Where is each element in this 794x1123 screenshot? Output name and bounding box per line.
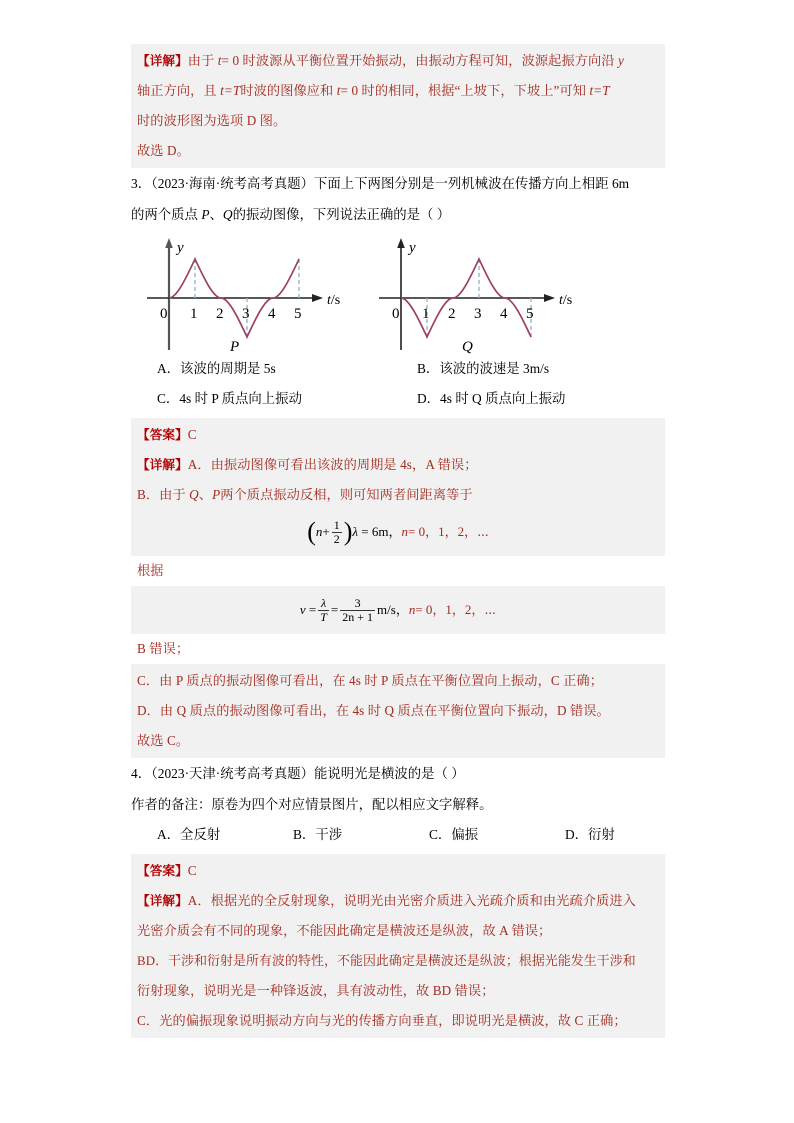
option-a[interactable]: A．全反射 xyxy=(157,827,221,842)
formula-equals: = 6m xyxy=(361,524,389,539)
chart-p-svg xyxy=(147,232,367,354)
option-a[interactable]: A．该波的周期是 5s xyxy=(157,361,276,376)
denominator: T xyxy=(320,609,327,624)
numerator: λ xyxy=(320,595,327,610)
option-d[interactable]: D．衍射 xyxy=(565,827,615,842)
chart-p xyxy=(147,232,367,359)
formula-comma: ， xyxy=(395,602,409,617)
question-3-stem-line-1 xyxy=(131,168,665,199)
question-source: ．（2023·海南·统考高考真题） xyxy=(137,176,314,191)
chart-q xyxy=(379,232,599,359)
question-4 xyxy=(131,758,665,820)
formula-equals-1: = xyxy=(308,602,317,617)
denominator: 2n + 1 xyxy=(342,609,374,624)
stem-sep: 、 xyxy=(209,207,223,222)
explanation-line: 时的波形图为选项 D 图。 xyxy=(137,113,287,128)
option-b[interactable]: B．干涉 xyxy=(293,827,343,842)
numerator: 1 xyxy=(333,517,340,532)
fraction-lambda-over-T xyxy=(318,597,329,624)
chart-p-title: P xyxy=(230,339,240,354)
point-p-label: P xyxy=(212,487,221,502)
answer-value: C xyxy=(187,427,197,442)
y-axis-label: y xyxy=(177,240,184,256)
var-y: y xyxy=(618,53,624,68)
question-number: 4 xyxy=(131,766,138,781)
explain-option-b-text2: 两个质点振动反相，则可知两者间距离等于 xyxy=(220,487,473,502)
xtick-3: 3 xyxy=(242,306,250,322)
y-axis-arrow xyxy=(165,238,173,248)
explain-conclusion: 故选 C。 xyxy=(137,733,190,748)
option-c[interactable]: C．偏振 xyxy=(429,827,479,842)
explanation-block-q2 xyxy=(131,44,665,168)
explain-tag: 【详解】 xyxy=(137,457,188,472)
y-axis-label: y xyxy=(409,240,416,256)
paren-close: ) xyxy=(343,517,353,547)
author-note: 作者的备注：原卷为四个对应情景图片，配以相应文字解释。 xyxy=(131,797,493,812)
formula-plus: + xyxy=(322,524,330,539)
var-t: t xyxy=(217,53,222,68)
question-4-stem xyxy=(131,758,665,789)
explain-option-c: C．光的偏振现象说明振动方向与光的传播方向垂直，即说明光是横波，故 C 正确； xyxy=(137,1013,627,1028)
option-c[interactable]: C．4s 时 P 质点向上振动 xyxy=(157,391,302,406)
question-3 xyxy=(131,168,665,230)
answer-value: C xyxy=(187,863,197,878)
option-d[interactable]: D．4s 时 Q 质点向上振动 xyxy=(417,391,566,406)
option-b[interactable]: B．该波的波速是 3m/s xyxy=(417,361,550,376)
question-3-options-row-2 xyxy=(131,384,665,414)
question-stem: 下面上下两图分别是一列机械波在传播方向上相距 6m xyxy=(314,176,630,191)
formula-n-var: n xyxy=(401,524,408,539)
explain-option-a-l2: 光密介质会有不同的现象，不能因此确定是横波还是纵波，故 A 错误； xyxy=(137,923,552,938)
explanation-line xyxy=(131,76,665,106)
formula-n: n xyxy=(315,524,323,539)
formula-equals-2: = xyxy=(330,602,339,617)
explain-option-a-l1: A．根据光的全反射现象，说明光由光密介质进入光疏介质和由光疏介质进入 xyxy=(187,893,636,908)
formula-v: v xyxy=(299,602,306,617)
explanation-line xyxy=(131,46,665,76)
xtick-2: 2 xyxy=(448,306,456,322)
formula-n-values: = 0，1，2，⋯ xyxy=(408,524,489,539)
explain-option-d: D．由 Q 质点的振动图像可看出，在 4s 时 Q 质点在平衡位置向下振动，D 错误。 xyxy=(137,703,610,718)
xtick-5: 5 xyxy=(294,306,302,322)
var-t: t xyxy=(336,83,341,98)
answer-tag: 【答案】 xyxy=(137,863,188,878)
x-axis-arrow xyxy=(544,294,555,302)
answer-block-q4 xyxy=(131,854,665,1038)
xtick-3: 3 xyxy=(474,306,482,322)
explain-option-b-conclusion: B 错误； xyxy=(131,634,665,664)
explain-option-bd-l1: BD．干涉和衍射是所有波的特性，不能因此确定是横波还是纵波；根据光能发生干涉和 xyxy=(137,954,636,968)
xtick-4: 4 xyxy=(268,306,276,322)
formula-n-var: n xyxy=(408,602,416,617)
question-number: 3 xyxy=(131,176,138,191)
answer-line xyxy=(131,856,665,886)
explanation-conclusion: 故选 D。 xyxy=(137,143,190,158)
x-axis-label: t/s xyxy=(327,293,341,308)
explain-text-b: = 0 时波源从平衡位置开始振动，由振动方程可知，波源起振方向沿 xyxy=(221,53,619,68)
explain-text-a: 由于 xyxy=(187,53,218,68)
chart-q-svg xyxy=(379,232,599,354)
chart-q-title: Q xyxy=(462,339,473,354)
question-source: ．（2023·天津·统考高考真题） xyxy=(137,766,314,781)
var-t-equals-T: t=T xyxy=(589,83,610,98)
explanation-line xyxy=(131,450,665,480)
x-axis-label: t/s xyxy=(559,293,573,308)
document-content xyxy=(131,44,665,1038)
var-t-equals-T: t=T xyxy=(220,83,241,98)
y-axis-arrow xyxy=(397,238,405,248)
xtick-2: 2 xyxy=(216,306,224,322)
stem-text-a: 的两个质点 xyxy=(131,207,202,222)
paren-open: ( xyxy=(307,517,316,547)
explain-text-e: = 0 时的相同，根据“上坡下，下坡上”可知 xyxy=(340,83,590,98)
denominator: 2 xyxy=(333,531,340,546)
stem-text-b: 的振动图像，下列说法正确的是（ ） xyxy=(232,207,451,222)
question-4-options-row xyxy=(131,820,665,850)
formula-comma: ， xyxy=(388,524,402,539)
fraction-3-over-2n1 xyxy=(340,597,375,624)
formula-wavelength xyxy=(131,510,665,554)
formula-n-values: = 0，1，2，⋯ xyxy=(415,602,497,617)
xtick-1: 1 xyxy=(190,306,198,322)
answer-block-q3 xyxy=(131,418,665,556)
explain-option-bd-l2: 衍射现象，说明光是一种锋返波，具有波动性，故 BD 错误； xyxy=(137,983,495,998)
explain-option-c: C．由 P 质点的振动图像可看出，在 4s 时 P 质点在平衡位置向上振动，C 正确； xyxy=(137,673,604,688)
xtick-0: 0 xyxy=(160,306,168,322)
xtick-5: 5 xyxy=(526,306,534,322)
explain-tag: 【详解】 xyxy=(137,53,188,68)
explain-option-a: A．由振动图像可看出该波的周期是 4s，A 错误； xyxy=(187,457,478,472)
explanation-block-q3-cd xyxy=(131,664,665,758)
explain-text-c: 轴正方向，且 xyxy=(137,83,221,98)
formula-block-velocity xyxy=(131,586,665,634)
xtick-1: 1 xyxy=(422,306,430,322)
explanation-line xyxy=(131,886,665,916)
formula-lambda: λ xyxy=(352,524,359,539)
formula-velocity xyxy=(131,588,665,632)
xtick-0: 0 xyxy=(392,306,400,322)
numerator: 3 xyxy=(354,595,361,610)
vibration-graphs xyxy=(131,232,665,354)
genju-label: 根据 xyxy=(131,556,665,586)
xtick-4: 4 xyxy=(500,306,508,322)
point-q-label: Q xyxy=(222,207,233,222)
fraction-one-half xyxy=(332,519,342,546)
explain-sep: 、 xyxy=(198,487,213,502)
explain-tag: 【详解】 xyxy=(137,893,188,908)
explain-text-d: 时波的图像应和 xyxy=(240,83,337,98)
explanation-line xyxy=(131,480,665,510)
x-axis-arrow xyxy=(312,294,323,302)
question-3-stem-line-2 xyxy=(131,199,665,230)
point-p-label: P xyxy=(201,207,210,222)
point-q-label: Q xyxy=(189,487,199,502)
explain-option-b-text: B．由于 xyxy=(137,487,190,502)
question-stem: 能说明光是横波的是（ ） xyxy=(314,766,465,781)
answer-line xyxy=(131,420,665,450)
answer-tag: 【答案】 xyxy=(137,427,188,442)
formula-unit: m/s xyxy=(377,602,396,617)
